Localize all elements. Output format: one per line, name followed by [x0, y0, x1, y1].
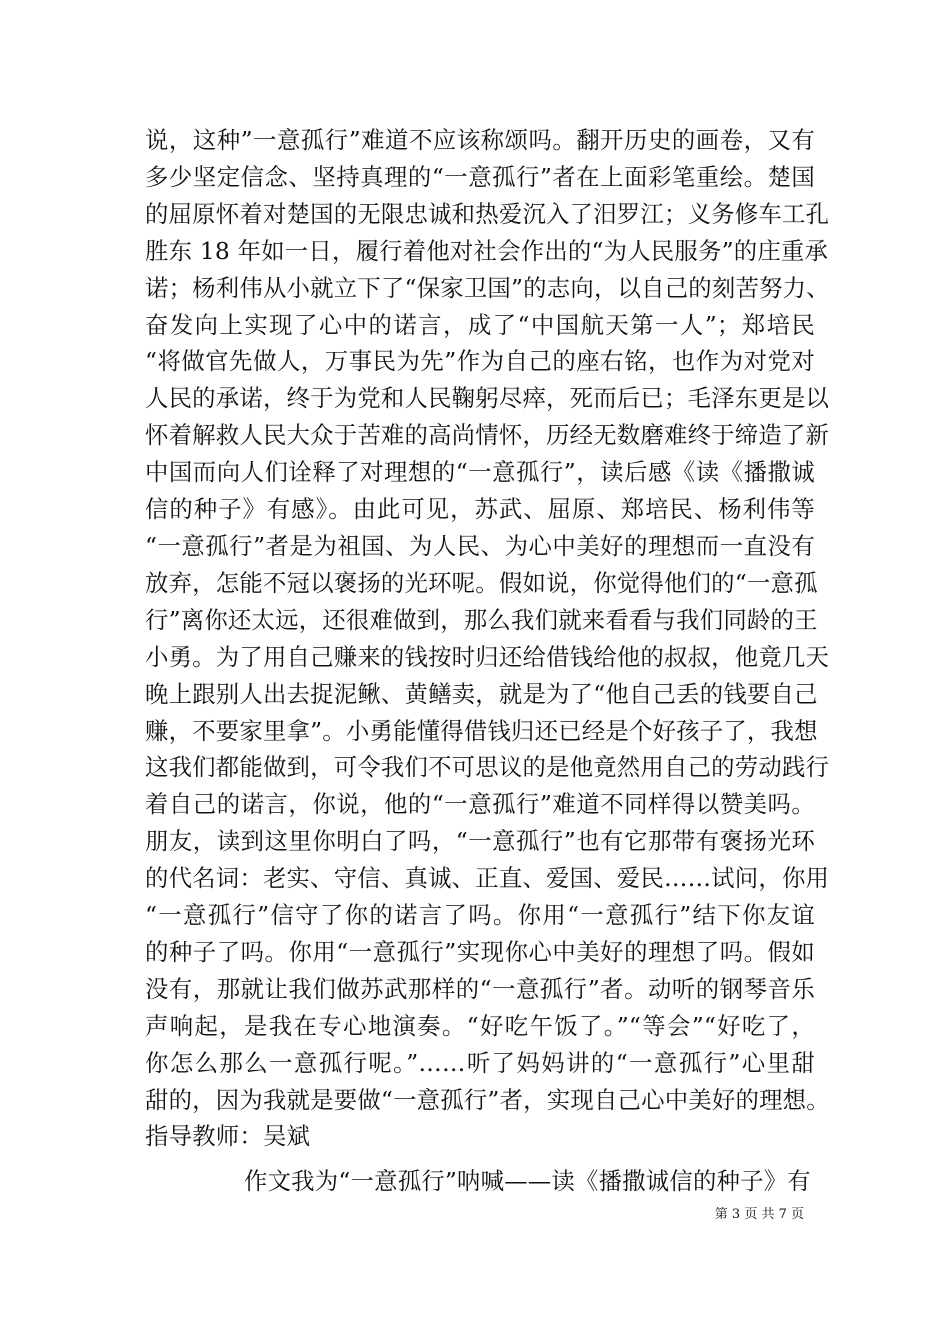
- text-line-27: 甜的，因为我就是要做“一意孤行”者，实现自己心中美好的理想。: [145, 1085, 830, 1114]
- text-line-20: 朋友，读到这里你明白了吗，“一意孤行”也有它那带有褒扬光环: [145, 827, 815, 856]
- text-line-8: 人民的承诺，终于为党和人民鞠躬尽瘁，死而后已；毛泽东更是以: [145, 384, 830, 413]
- text-line-23: 的种子了吗。你用“一意孤行”实现你心中美好的理想了吗。假如: [145, 937, 815, 966]
- text-line-9: 怀着解救人民大众于苦难的高尚情怀，历经无数磨难终于缔造了新: [145, 421, 830, 450]
- text-line-11: 信的种子》有感》。由此可见，苏武、屈原、郑培民、杨利伟等: [145, 495, 815, 524]
- next-essay-title: 作文我为“一意孤行”呐喊——读《播撒诚信的种子》有: [244, 1167, 811, 1195]
- text-line-22: “一意孤行”信守了你的诺言了吗。你用“一意孤行”结下你友谊: [145, 901, 815, 930]
- text-line-26: 你怎么那么一意孤行呢。”……听了妈妈讲的“一意孤行”心里甜: [145, 1048, 815, 1077]
- text-line-15: 小勇。为了用自己赚来的钱按时归还给借钱给他的叔叔，他竟几天: [145, 642, 830, 671]
- text-line-1: 说，这种”一意孤行”难道不应该称颂吗。翻开历史的画卷，又有: [145, 126, 815, 154]
- text-line-19: 着自己的诺言，你说，他的“一意孤行”难道不同样得以赞美吗。: [145, 790, 815, 819]
- text-line-2: 多少坚定信念、坚持真理的“一意孤行”者在上面彩笔重绘。楚国: [145, 162, 815, 191]
- text-line-4: 胜东 18 年如一日，履行着他对社会作出的“为人民服务”的庄重承: [145, 236, 829, 265]
- essay-body: [145, 122, 830, 1155]
- text-line-7: “将做官先做人，万事民为先”作为自己的座右铭，也作为对党对: [145, 347, 815, 376]
- page-number-footer: 第 3 页 共 7 页: [714, 1207, 804, 1222]
- text-line-14: 行”离你还太远，还很难做到，那么我们就来看看与我们同龄的王: [145, 605, 818, 634]
- text-line-21: 的代名词：老实、守信、真诚、正直、爱国、爱民……试问，你用: [145, 864, 830, 893]
- text-line-3: 的屈原怀着对楚国的无限忠诚和热爱沉入了汨罗江；义务修车工孔: [145, 199, 830, 228]
- text-line-6: 奋发向上实现了心中的诺言，成了“中国航天第一人”；郑培民: [145, 310, 815, 339]
- text-line-18: 这我们都能做到，可令我们不可思议的是他竟然用自己的劳动践行: [145, 753, 830, 782]
- text-line-12: “一意孤行”者是为祖国、为人民、为心中美好的理想而一直没有: [145, 531, 815, 560]
- text-line-24: 没有，那就让我们做苏武那样的“一意孤行”者。动听的钢琴音乐: [145, 974, 815, 1003]
- teacher-credit: 指导教师：吴斌: [145, 1122, 311, 1151]
- text-line-25: 声响起，是我在专心地演奏。“好吃午饭了。”“等会”“好吃了，: [145, 1011, 815, 1040]
- text-line-10: 中国而向人们诠释了对理想的“一意孤行”，读后感《读《播撒诚: [145, 458, 815, 487]
- text-line-13: 放弃，怎能不冠以褒扬的光环呢。假如说，你觉得他们的“一意孤: [145, 568, 818, 597]
- text-line-5: 诺；杨利伟从小就立下了“保家卫国”的志向，以自己的刻苦努力、: [145, 273, 830, 302]
- text-line-17: 赚，不要家里拿”。小勇能懂得借钱归还已经是个好孩子了，我想: [145, 716, 818, 745]
- text-line-16: 晚上跟别人出去捉泥鳅、黄鳝卖，就是为了“他自己丢的钱要自己: [145, 679, 818, 708]
